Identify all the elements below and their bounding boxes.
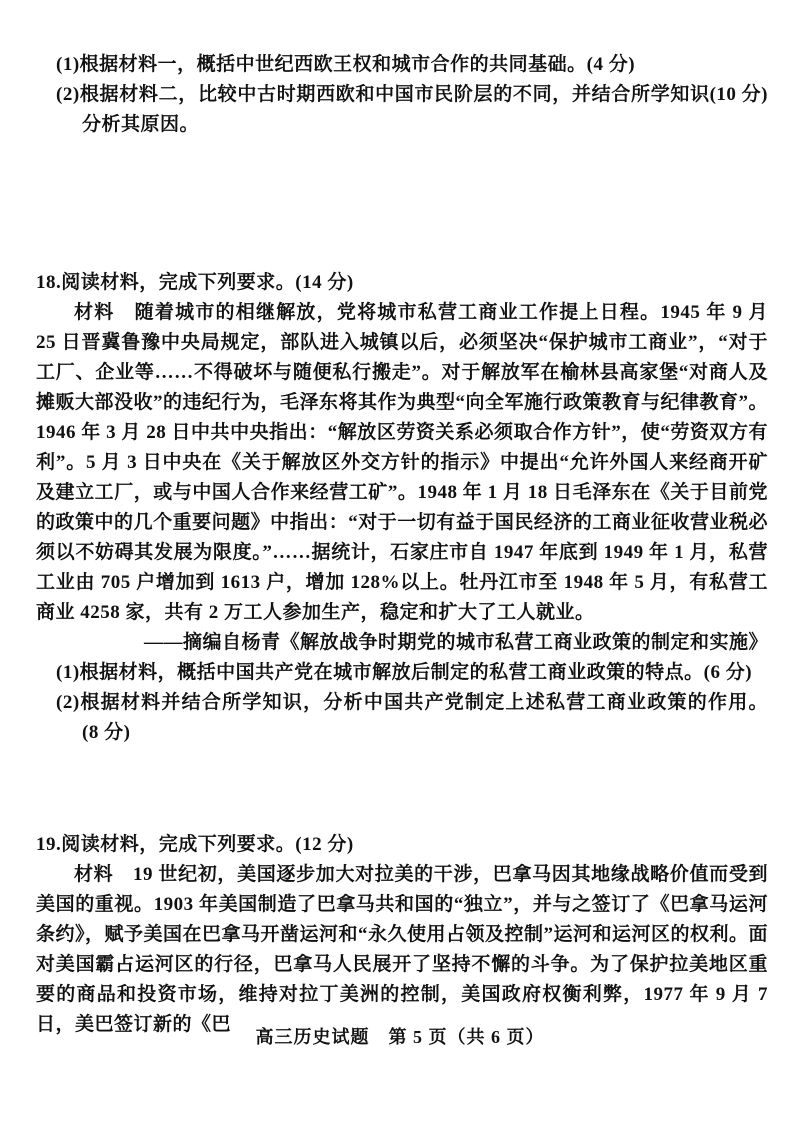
q19-header: 19.阅读材料，完成下列要求。(12 分) (36, 834, 354, 855)
q17-sub-question-1-score: (4 分) (586, 54, 636, 75)
q18-sub-question-2 (56, 688, 768, 748)
q18-sub-question-1 (56, 658, 768, 688)
q17-sub-question-1-text: (1)根据材料一，概括中世纪西欧王权和城市合作的共同基础。 (56, 54, 587, 75)
q17-sub-question-2-text: (2)根据材料二，比较中古时期西欧和中国市民阶层的不同，并结合所学知识分析其原因。 (56, 84, 710, 135)
q18-sub-question-1-score: (6 分) (703, 662, 753, 683)
question-18 (36, 268, 768, 748)
q18-sub-question-1-text: (1)根据材料，概括中国共产党在城市解放后制定的私营工商业政策的特点。 (56, 662, 704, 683)
q18-header: 18.阅读材料，完成下列要求。(14 分) (36, 272, 354, 293)
question-17-continuation (36, 50, 768, 140)
page-footer: 高三历史试题 第 5 页（共 6 页） (255, 1027, 545, 1047)
question-19 (36, 830, 768, 1040)
q18-sub-question-2-text: (2)根据材料并结合所学知识，分析中国共产党制定上述私营工商业政策的作用。 (56, 692, 768, 713)
q18-material-paragraph: 材料 随着城市的相继解放，党将城市私营工商业工作提上日程。1945 年 9 月 25 日晋冀鲁豫中央局规定，部队进入城镇以后，必须坚决“保护城市工商业”，“对于工厂、企业等……不得破坏与随便私行搬走”。对于解放军在榆林县高家堡“对商人及摊贩大部没收”的违纪行为，毛泽东将其作为典型“向全军施行政策教育与纪律教育”。1946 年 3 月 28 日中共中央指出：“解放区劳资关系必须取合作方针”，使“劳资双方有利”。5 月 3 日中央在《关于解放区外交方针的指示》中提出“允许外国人来经商开矿及建立工厂，或与中国人合作来经营工矿”。1948 年 1 月 18 日毛泽东在《关于目前党的政策中的几个重要问题》中指出：“对于一切有益于国民经济的工商业征收营业税必须以不妨碍其发展为限度。”……据统计，石家庄市自 1947 年底到 1949 年 1 月，私营工业由 705 户增加到 1613 户，增加 128%以上。牡丹江市至 1948 年 5 月，有私营工商业 4258 家，共有 2 万工人参加生产，稳定和扩大了工人就业。 (36, 302, 769, 623)
q19-material-paragraph: 材料 19 世纪初，美国逐步加大对拉美的干涉，巴拿马因其地缘战略价值而受到美国的重视。1903 年美国制造了巴拿马共和国的“独立”，并与之签订了《巴拿马运河条约》，赋予美国在巴拿马开凿运河和“永久使用占领及控制”运河和运河区的权利。面对美国霸占运河区的行径，巴拿马人民展开了坚持不懈的斗争。为了保护拉美地区重要的商品和投资市场，维持对拉丁美洲的控制，美国政府权衡利弊，1977 年 9 月 7 日，美巴签订新的《巴 (36, 864, 769, 1035)
q17-sub-question-2-score: (10 分) (709, 84, 768, 105)
q17-sub-question-1 (56, 50, 768, 80)
q17-sub-question-2 (56, 80, 768, 140)
q18-source-citation: ——摘编自杨青《解放战争时期党的城市私营工商业政策的制定和实施》 (143, 632, 768, 653)
q18-sub-question-2-score: (8 分) (82, 722, 131, 743)
